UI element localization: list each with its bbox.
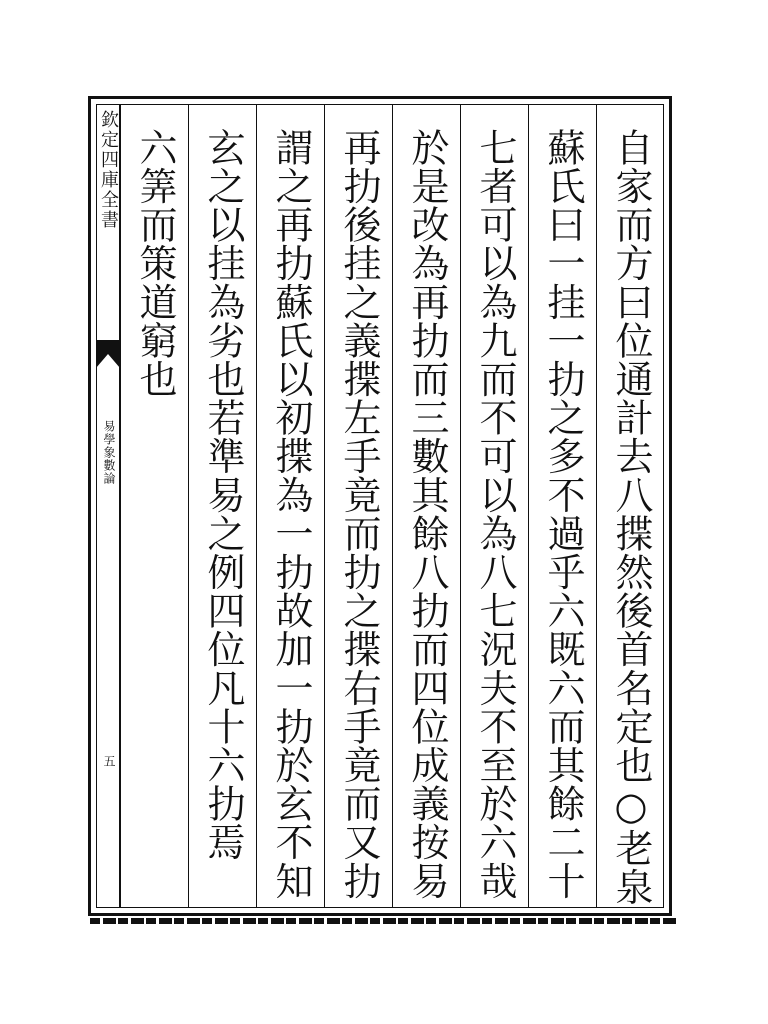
text-column [596,104,664,908]
fishtail-mark-icon [96,340,120,368]
text-column [528,104,596,908]
text-column [256,104,324,908]
column-text: 玄之以挂為劣也若準易之例四位凡十六扐焉 [201,128,245,862]
page-number: 五 [102,755,116,767]
column-text: 謂之再扐蘇氏以初揲為一扐故加一扐於玄不知 [269,128,313,900]
book-title: 易學象數論 [102,420,116,485]
text-column [120,104,188,908]
text-column [324,104,392,908]
column-text: 再扐後挂之義揲左手竟而扐之揲右手竟而又扐 [337,128,381,900]
column-text: 於是改為再扐而三數其餘八扐而四位成義按易 [405,128,449,900]
text-column [188,104,256,908]
column-text: 七者可以為九而不可以為八七況夫不至於六哉 [473,128,517,900]
bottom-border-decoration [90,918,676,924]
column-text: 蘇氏曰一挂一扐之多不過乎六既六而其餘二十 [541,128,585,900]
text-column [460,104,528,908]
column-text: 六筭而策道窮也 [133,128,177,399]
text-column [392,104,460,908]
collection-title: 欽定四庫全書 [98,110,119,230]
column-text: 自家而方曰位通計去八揲然後首名定也○老泉 [609,128,653,906]
text-columns [120,104,664,908]
